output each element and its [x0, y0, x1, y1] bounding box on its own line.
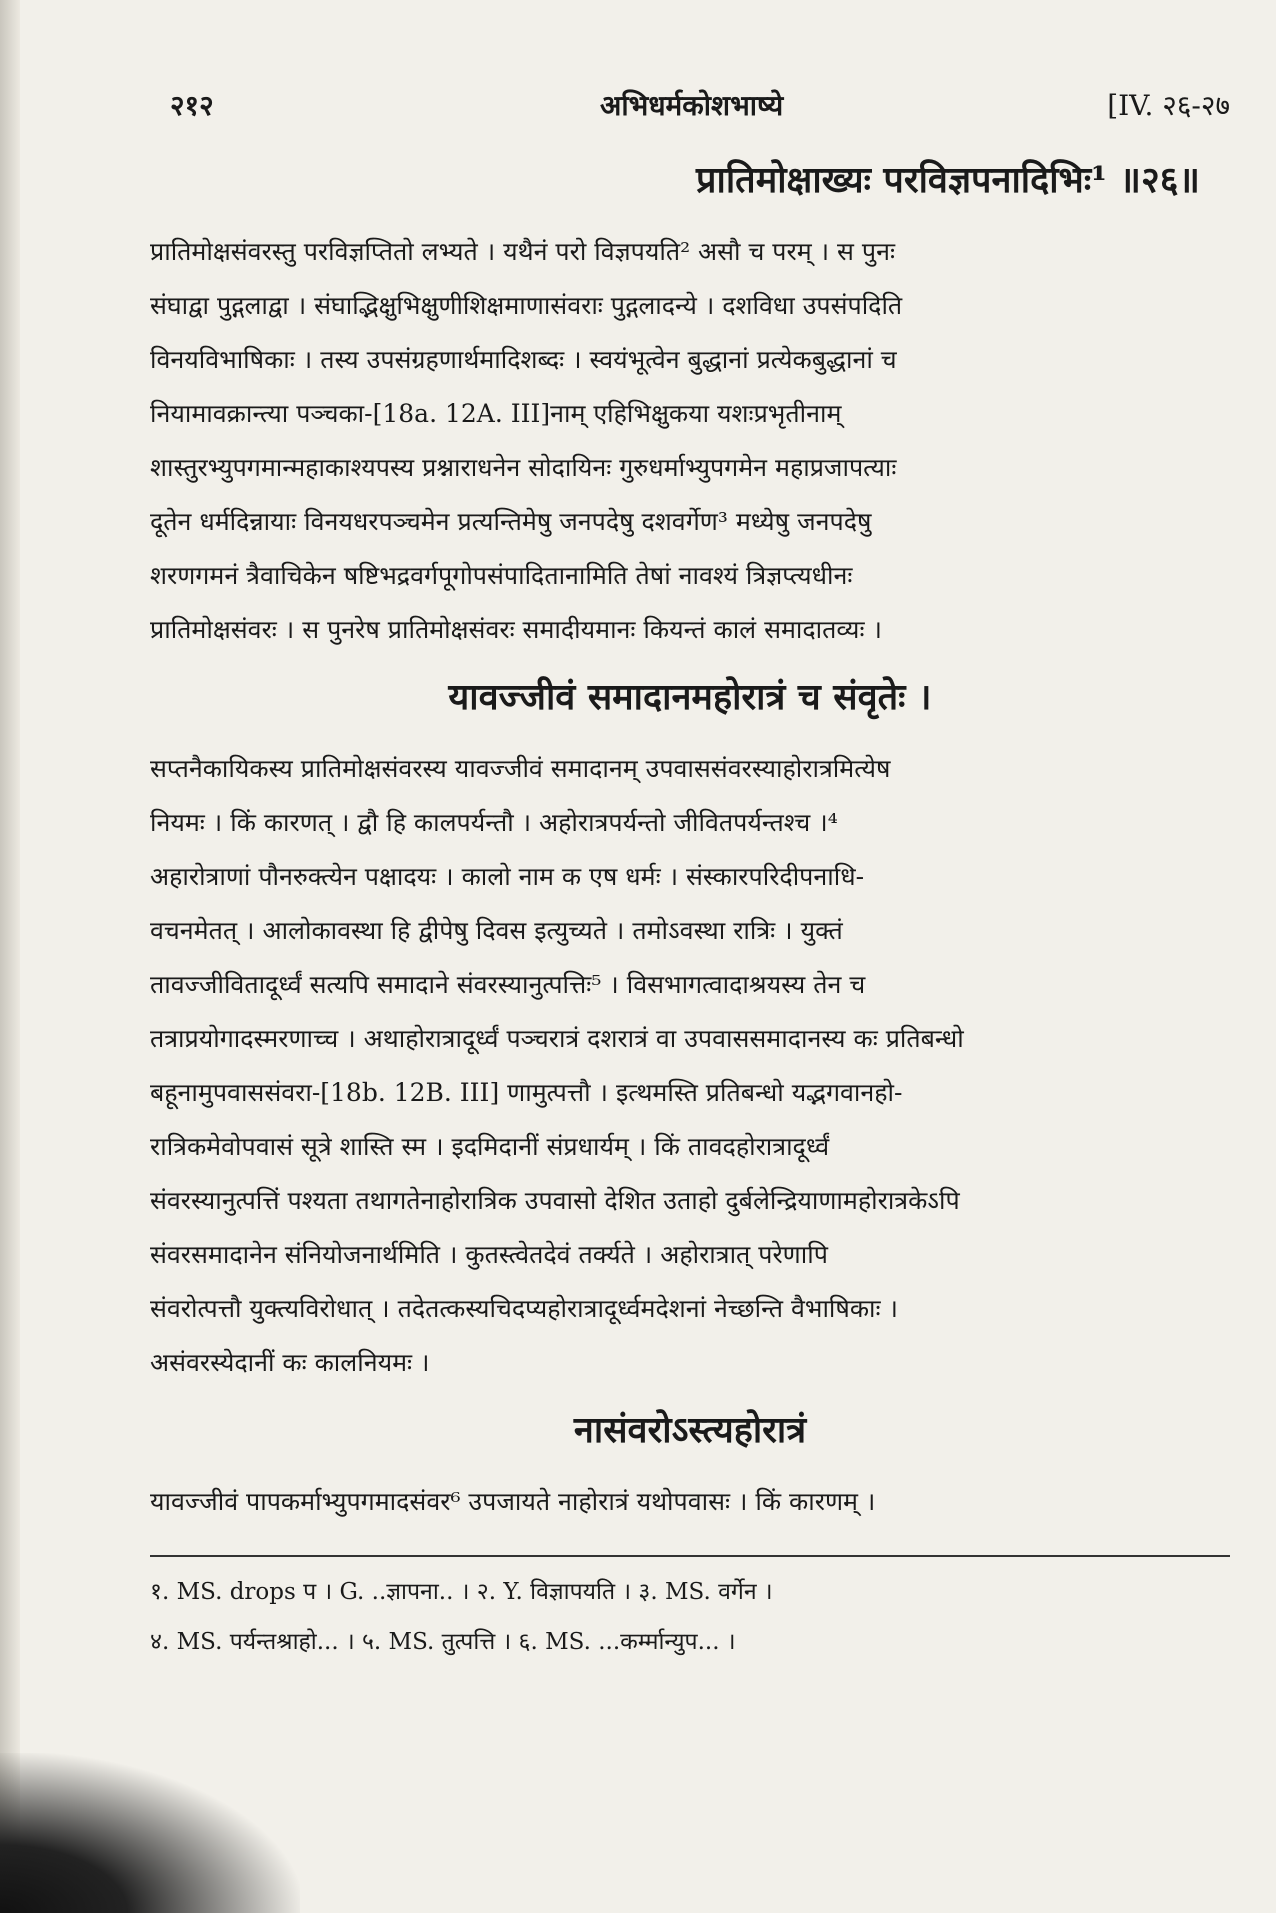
text-line: सप्तनैकायिकस्य प्रातिमोक्षसंवरस्य यावज्जीवं समादानम् उपवाससंवरस्याहोरात्रमित्येष	[150, 754, 891, 783]
text-line: दूतेन धर्मदिन्नायाः विनयधरपञ्चमेन प्रत्यन्तिमेषु जनपदेषु दशवर्गेण³ मध्येषु जनपदेषु	[150, 507, 872, 536]
running-head	[150, 80, 1230, 140]
text-line: संवरोत्पत्तौ युक्त्यविरोधात् । तदेतत्कस्यचिदप्यहोरात्रादूर्ध्वमदेशनां नेच्छन्ति वैभाषिकाः ।	[150, 1294, 899, 1323]
scan-edge	[0, 0, 20, 1913]
text-line: संवरस्यानुत्पत्तिं पश्यता तथागतेनाहोरात्रिक उपवासो देशित उताहो दुर्बलेन्द्रियाणामहोरात्रकेऽपि	[150, 1186, 960, 1215]
commentary-paragraph-3	[150, 1475, 1230, 1529]
footnote-line: १. MS. drops प । G. ..ज्ञापना.. । २. Y. विज्ञापयति । ३. MS. वर्गेन ।	[150, 1579, 773, 1605]
text-line: प्रातिमोक्षसंवरस्तु परविज्ञप्तितो लभ्यते । यथैनं परो विज्ञपयति² असौ च परम् । स पुनः	[150, 237, 896, 266]
text-line: विनयविभाषिकाः । तस्य उपसंग्रहणार्थमादिशब्दः । स्वयंभूत्वेन बुद्धानां प्रत्येकबुद्धानां च	[150, 345, 897, 374]
footnote-line: ४. MS. पर्यन्तश्राहो... । ५. MS. तुत्पत्ति । ६. MS. ...कर्म्मान्युप... ।	[150, 1629, 736, 1655]
karika-27b: नासंवरोऽस्त्यहोरात्रं	[573, 1409, 807, 1451]
text-line: अहारोत्राणां पौनरुक्त्येन पक्षादयः । कालो नाम क एष धर्मः । संस्कारपरिदीपनाधि-	[150, 862, 865, 891]
commentary-paragraph-1	[150, 225, 1230, 657]
commentary-paragraph-2	[150, 742, 1230, 1390]
book-page	[150, 80, 1230, 1667]
text-line: असंवरस्येदानीं कः कालनियमः ।	[150, 1348, 430, 1377]
text-line: नियमः । किं कारणत् । द्वौ हि कालपर्यन्तौ । अहोरात्रपर्यन्तो जीवितपर्यन्तश्च ।⁴	[150, 808, 838, 837]
text-line: यावज्जीवं पापकर्माभ्युपगमादसंवर⁶ उपजायते नाहोरात्रं यथोपवासः । किं कारणम् ।	[150, 1487, 876, 1516]
verse-reference: [IV. २६-२७	[1107, 89, 1230, 122]
text-line: बहूनामुपवाससंवरा-[18b. 12B. III] णामुत्पत्तौ । इत्थमस्ति प्रतिबन्धो यद्भगवानहो-	[150, 1078, 903, 1107]
text-line: प्रातिमोक्षसंवरः । स पुनरेष प्रातिमोक्षसंवरः समादीयमानः कियन्तं कालं समादातव्यः ।	[150, 615, 882, 644]
text-line: नियामावक्रान्त्या पञ्चका-[18a. 12A. III]नाम् एहिभिक्षुकया यशःप्रभृतीनाम्	[150, 399, 842, 428]
text-line: शास्तुरभ्युपगमान्महाकाश्यपस्य प्रश्नाराधनेन सोदायिनः गुरुधर्माभ्युपगमेन महाप्रजापत्याः	[150, 453, 897, 482]
text-line: शरणगमनं त्रैवाचिकेन षष्टिभद्रवर्गपूगोपसंपादितानामिति तेषां नावश्यं त्रिज्ञप्त्यधीनः	[150, 561, 853, 590]
book-title: अभिधर्मकोशभाष्ये	[600, 89, 784, 122]
text-line: तत्राप्रयोगादस्मरणाच्च । अथाहोरात्रादूर्ध्वं पञ्चरात्रं दशरात्रं वा उपवाससमादानस्य कः प्रतिबन्धो	[150, 1024, 964, 1053]
footnote-rule	[150, 1555, 1230, 1557]
footnotes	[150, 1567, 1230, 1667]
text-line: वचनमेतत् । आलोकावस्था हि द्वीपेषु दिवस इत्युच्यते । तमोऽवस्था रात्रिः । युक्तं	[150, 916, 843, 945]
text-line: रात्रिकमेवोपवासं सूत्रे शास्ति स्म । इदमिदानीं संप्रधार्यम् । किं तावदहोरात्रादूर्ध्वं	[150, 1132, 830, 1161]
karika-27a: यावज्जीवं समादानमहोरात्रं च संवृतेः ।	[448, 676, 932, 718]
text-line: तावज्जीवितादूर्ध्वं सत्यपि समादाने संवरस्यानुत्पत्तिः⁵ । विसभागत्वादाश्रयस्य तेन च	[150, 970, 866, 999]
karika-26: प्रातिमोक्षाख्यः परविज्ञपनादिभिः¹ ॥२६॥	[696, 159, 1200, 201]
scan-corner-shadow	[0, 1753, 300, 1913]
text-line: संघाद्वा पुद्गलाद्वा । संघाद्भिक्षुभिक्षुणीशिक्षमाणासंवराः पुद्गलादन्ये । दशविधा उपसंपदिति	[150, 291, 903, 320]
page-number: २१२	[170, 89, 214, 122]
text-line: संवरसमादानेन संनियोजनार्थमिति । कुतस्त्वेतदेवं तर्क्यते । अहोरात्रात् परेणापि	[150, 1240, 828, 1269]
